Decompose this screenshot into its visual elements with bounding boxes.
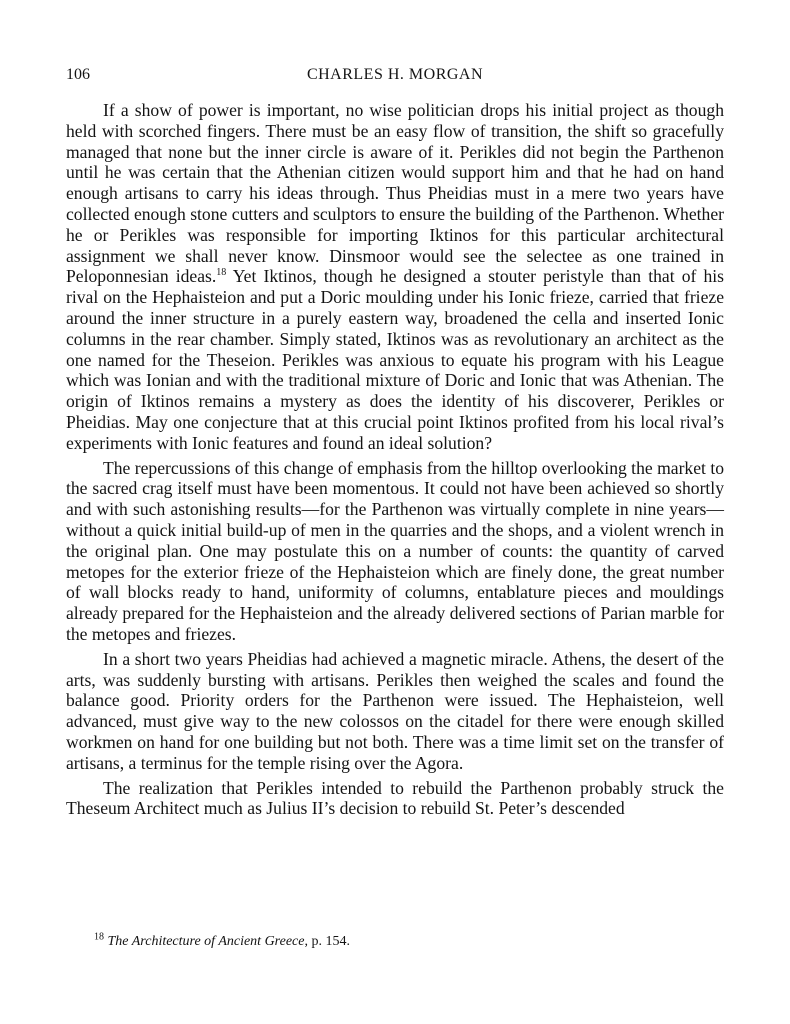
paragraph: The realization that Perikles intended to rebuild the Parthenon probably struck the Theseum Architect much as Julius II’s decision to rebuild St. Peter’s descended xyxy=(66,777,724,819)
paragraph-text: Yet Iktinos, though he designed a stouter peristyle than that of his rival on the Hephaisteion and put a Doric moulding under his Ionic frieze, carried that frieze around the inner structure in a purely eastern way, broadened the cella and inserted Ionic columns in the rear chamber. Simply stated, Iktinos was as revolutionary an architect as the one named for the Theseion. Perikles was anxious to equate his program with his League which was Ionian and with the traditional mixture of Doric and Ionic that was Athenian. The origin of Iktinos remains a mystery as does the identity of his discoverer, Perikles or Pheidias. May one conjecture that at this crucial point Iktinos profited from his local rival’s experiments with Ionic features and found an ideal solution? xyxy=(66,266,724,453)
page-header xyxy=(66,66,724,88)
page-number: 106 xyxy=(66,66,90,83)
footnote-title: The Architecture of Ancient Greece xyxy=(107,934,305,949)
footnote xyxy=(94,933,714,951)
footnote-reference: 18 xyxy=(216,267,227,279)
paragraph: The repercussions of this change of emphasis from the hilltop overlooking the market to the sacred crag itself must have been momentous. It could not have been achieved so shortly and with such astonishing results—for the Parthenon was virtually complete in nine years—without a quick initial build-up of men in the quarries and the shops, and a violent wrench in the original plan. One may postulate this on a number of counts: the quantity of carved metopes for the exterior frieze of the Hephaisteion which are finely done, the great number of wall blocks ready to hand, uniformity of columns, entablature pieces and mouldings already prepared for the Hephaisteion and the already delivered sections of Parian marble for the metopes and friezes. xyxy=(66,457,725,644)
paragraph: In a short two years Pheidias had achieved a magnetic miracle. Athens, the desert of the arts, was suddenly bursting with artisans. Perikles then weighed the scales and found the balance good. Priority orders for the Parthenon were issued. The Hephaisteion, well advanced, must give way to the new colossos on the citadel for there were enough skilled workmen on hand for one building but not both. There was a time limit set on the transfer of artisans, a terminus for the temple rising over the Agora. xyxy=(66,648,724,773)
footnote-rest: , p. 154. xyxy=(304,934,350,949)
footnote-number: 18 xyxy=(94,931,104,943)
running-head: CHARLES H. MORGAN xyxy=(306,66,484,83)
paragraph-text: If a show of power is important, no wise politician drops his initial project as though held with scorched fingers. There must be an easy flow of transition, the shift so gracefully managed that none but the inner circle is aware of it. Perikles did not begin the Parthenon until he was certain that the Athenian citizen would support him and that he had on hand enough artisans to carry his ideas through. Thus Pheidias must in a mere two years have collected enough stone cutters and sculptors to ensure the building of the Parthenon. Whether he or Perikles was responsible for importing Iktinos for this particular architectural assignment we shall never know. Dinsmoor would see the selectee as one trained in Peloponnesian ideas. xyxy=(66,100,724,287)
body-text xyxy=(66,100,724,823)
paragraph xyxy=(66,100,724,454)
